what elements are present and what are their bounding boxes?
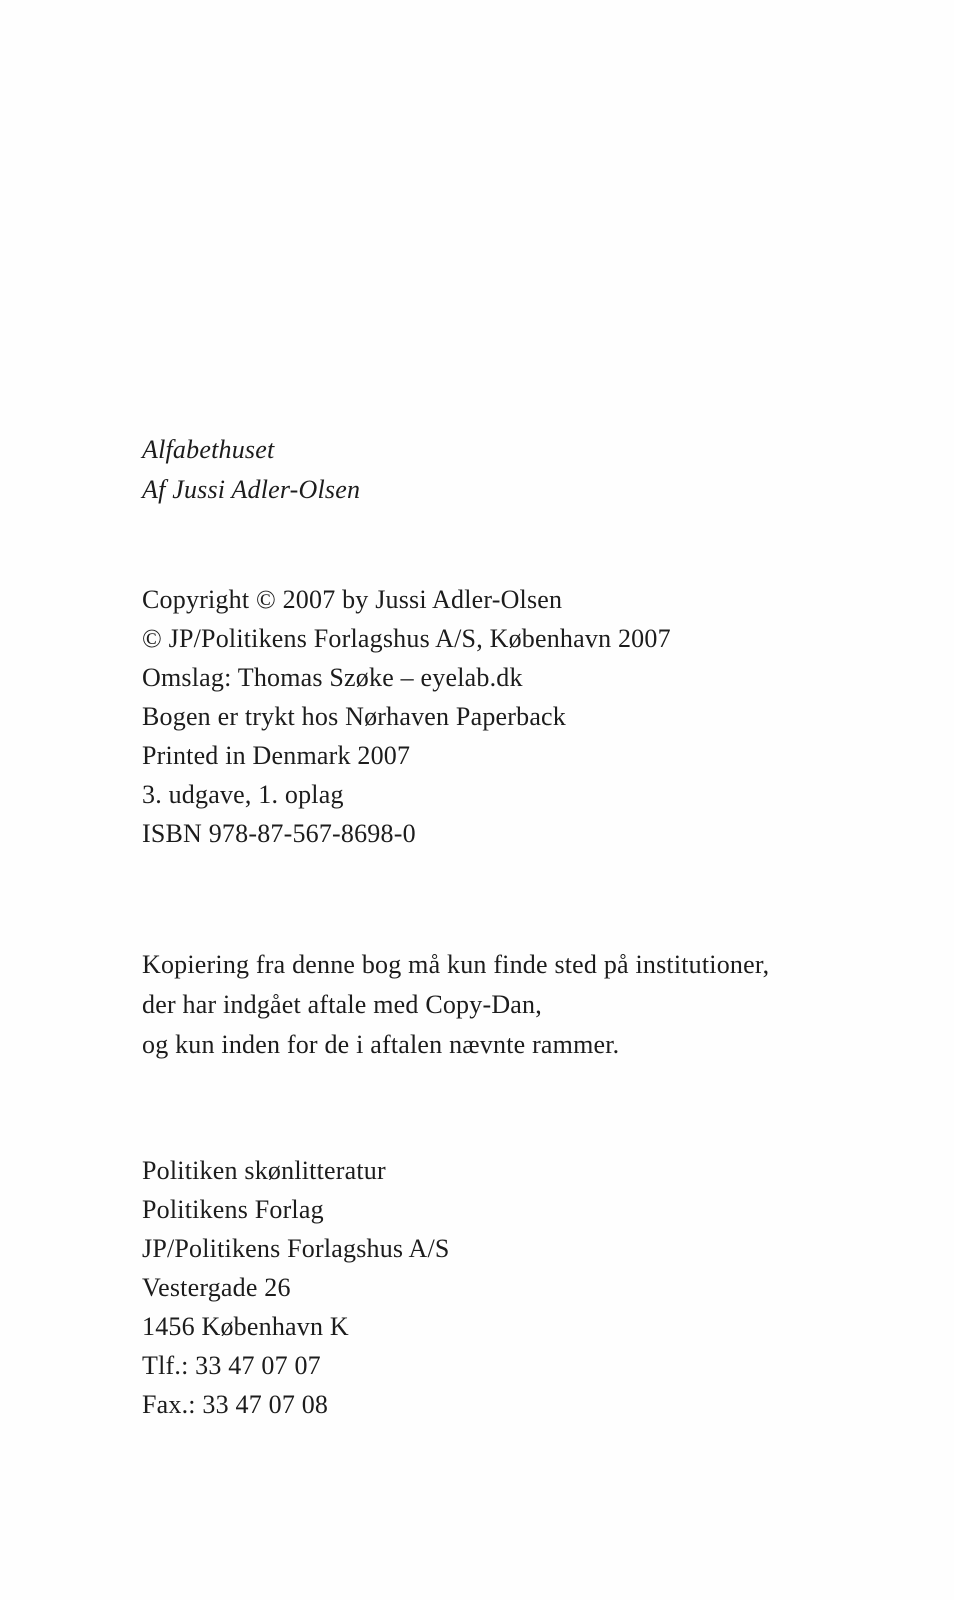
- publisher-line-phone: Tlf.: 33 47 07 07: [142, 1351, 321, 1380]
- title-block: [142, 430, 894, 510]
- publisher-line-imprint: Politiken skønlitteratur: [142, 1156, 386, 1185]
- publisher-line-fax: Fax.: 33 47 07 08: [142, 1390, 329, 1419]
- copyright-block: [142, 580, 894, 853]
- copyright-line-printer: Bogen er trykt hos Nørhaven Paperback: [142, 702, 566, 731]
- book-author: Af Jussi Adler-Olsen: [142, 475, 361, 504]
- copyright-line-isbn: ISBN 978-87-567-8698-0: [142, 819, 416, 848]
- copyright-line-printed-in: Printed in Denmark 2007: [142, 741, 411, 770]
- copyright-line-publisher: © JP/Politikens Forlagshus A/S, København 2007: [142, 624, 671, 653]
- publisher-line-street: Vestergade 26: [142, 1273, 291, 1302]
- page-content: [142, 430, 894, 1424]
- copyright-line-edition: 3. udgave, 1. oplag: [142, 780, 344, 809]
- permission-line: Kopiering fra denne bog må kun finde sted på institutioner,: [142, 950, 770, 979]
- publisher-line-city: 1456 København K: [142, 1312, 349, 1341]
- copyright-line-owner: Copyright © 2007 by Jussi Adler-Olsen: [142, 585, 563, 614]
- permission-line: og kun inden for de i aftalen nævnte rammer.: [142, 1030, 620, 1059]
- permission-block: [142, 945, 894, 1065]
- copyright-line-cover-design: Omslag: Thomas Szøke – eyelab.dk: [142, 663, 523, 692]
- publisher-line-company: JP/Politikens Forlagshus A/S: [142, 1234, 450, 1263]
- publisher-line-name: Politikens Forlag: [142, 1195, 324, 1224]
- permission-line: der har indgået aftale med Copy-Dan,: [142, 990, 542, 1019]
- book-title: Alfabethuset: [142, 435, 275, 464]
- publisher-block: [142, 1151, 894, 1424]
